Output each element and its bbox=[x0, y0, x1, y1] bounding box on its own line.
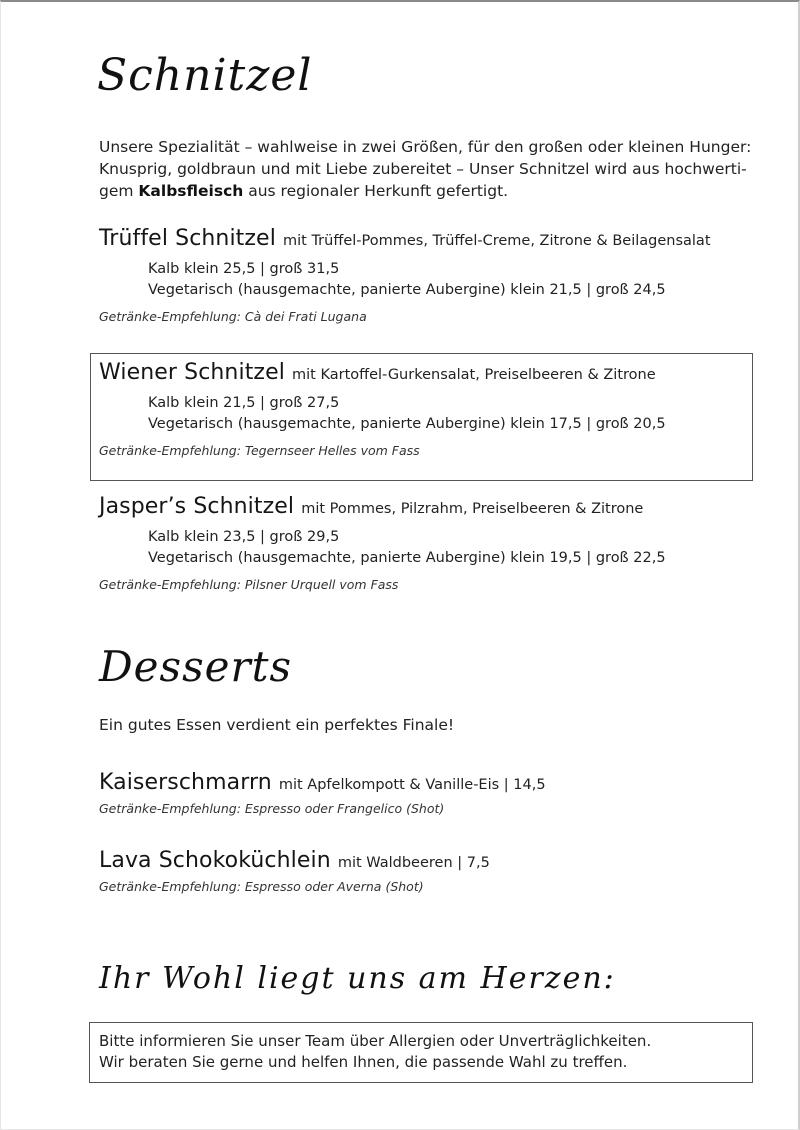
price-line: Kalb klein 23,5 | groß 29,5 bbox=[148, 529, 340, 545]
drink-recommendation: Getränke-Empfehlung: Espresso oder Frangelico (Shot) bbox=[99, 801, 445, 816]
allergy-notice-line: Wir beraten Sie gerne und helfen Ihnen, die passende Wahl zu treffen. bbox=[99, 1053, 628, 1071]
dish-name: Trüffel Schnitzel bbox=[99, 226, 276, 251]
dish-prices bbox=[148, 527, 759, 569]
dish-description: mit Kartoffel-Gurkensalat, Preiselbeeren & Zitrone bbox=[292, 367, 656, 383]
drink-recommendation: Getränke-Empfehlung: Espresso oder Averna (Shot) bbox=[99, 879, 424, 894]
dish-kaiserschmarrn bbox=[99, 770, 759, 816]
schnitzel-section-title: Schnitzel bbox=[97, 50, 313, 101]
price-line: Kalb klein 21,5 | groß 27,5 bbox=[148, 395, 340, 411]
dish-wiener-schnitzel bbox=[99, 360, 759, 458]
price-line: Kalb klein 25,5 | groß 31,5 bbox=[148, 261, 340, 277]
schnitzel-intro-line bbox=[99, 180, 759, 202]
intro-text: gem bbox=[99, 182, 134, 200]
drink-recommendation: Getränke-Empfehlung: Tegernseer Helles vom Fass bbox=[99, 443, 420, 458]
desserts-intro: Ein gutes Essen verdient ein perfektes Finale! bbox=[99, 716, 455, 734]
intro-highlight: Kalbsfleisch bbox=[138, 182, 244, 200]
dish-description: mit Pommes, Pilzrahm, Preiselbeeren & Zitrone bbox=[301, 501, 644, 517]
dish-description: mit Trüffel-Pommes, Trüffel-Creme, Zitrone & Beilagensalat bbox=[283, 233, 711, 249]
price-line: Vegetarisch (hausgemachte, panierte Aubergine) klein 17,5 | groß 20,5 bbox=[148, 416, 666, 432]
dish-jaspers-schnitzel bbox=[99, 494, 759, 592]
dish-lava-schokokuechlein bbox=[99, 848, 759, 894]
allergy-notice-line: Bitte informieren Sie unser Team über Allergien oder Unverträglichkeiten. bbox=[99, 1032, 652, 1050]
dish-name: Kaiserschmarrn bbox=[99, 770, 272, 795]
dish-prices bbox=[148, 259, 759, 301]
wellbeing-section-title: Ihr Wohl liegt uns am Herzen: bbox=[99, 961, 616, 996]
dish-description: mit Apfelkompott & Vanille-Eis | 14,5 bbox=[278, 777, 546, 793]
price-line: Vegetarisch (hausgemachte, panierte Aubergine) klein 19,5 | groß 22,5 bbox=[148, 550, 666, 566]
dish-trueffel-schnitzel bbox=[99, 226, 759, 324]
dish-description: mit Waldbeeren | 7,5 bbox=[337, 855, 490, 871]
allergy-notice bbox=[99, 1031, 739, 1073]
price-line: Vegetarisch (hausgemachte, panierte Aubergine) klein 21,5 | groß 24,5 bbox=[148, 282, 666, 298]
dish-name: Wiener Schnitzel bbox=[99, 360, 285, 385]
intro-text: aus regionaler Herkunft gefertigt. bbox=[248, 182, 509, 200]
schnitzel-intro-line: Knusprig, goldbraun und mit Liebe zubereitet – Unser Schnitzel wird aus hochwerti- bbox=[99, 160, 747, 178]
schnitzel-intro-line: Unsere Spezialität – wahlweise in zwei Größen, für den großen oder kleinen Hunger: bbox=[99, 138, 752, 156]
desserts-section-title: Desserts bbox=[99, 642, 293, 691]
schnitzel-intro bbox=[99, 136, 759, 202]
dish-name: Jasper’s Schnitzel bbox=[99, 494, 295, 519]
drink-recommendation: Getränke-Empfehlung: Pilsner Urquell vom Fass bbox=[99, 577, 399, 592]
dish-name: Lava Schokoküchlein bbox=[99, 848, 331, 873]
drink-recommendation: Getränke-Empfehlung: Cà dei Frati Lugana bbox=[99, 309, 367, 324]
dish-prices bbox=[148, 393, 759, 435]
